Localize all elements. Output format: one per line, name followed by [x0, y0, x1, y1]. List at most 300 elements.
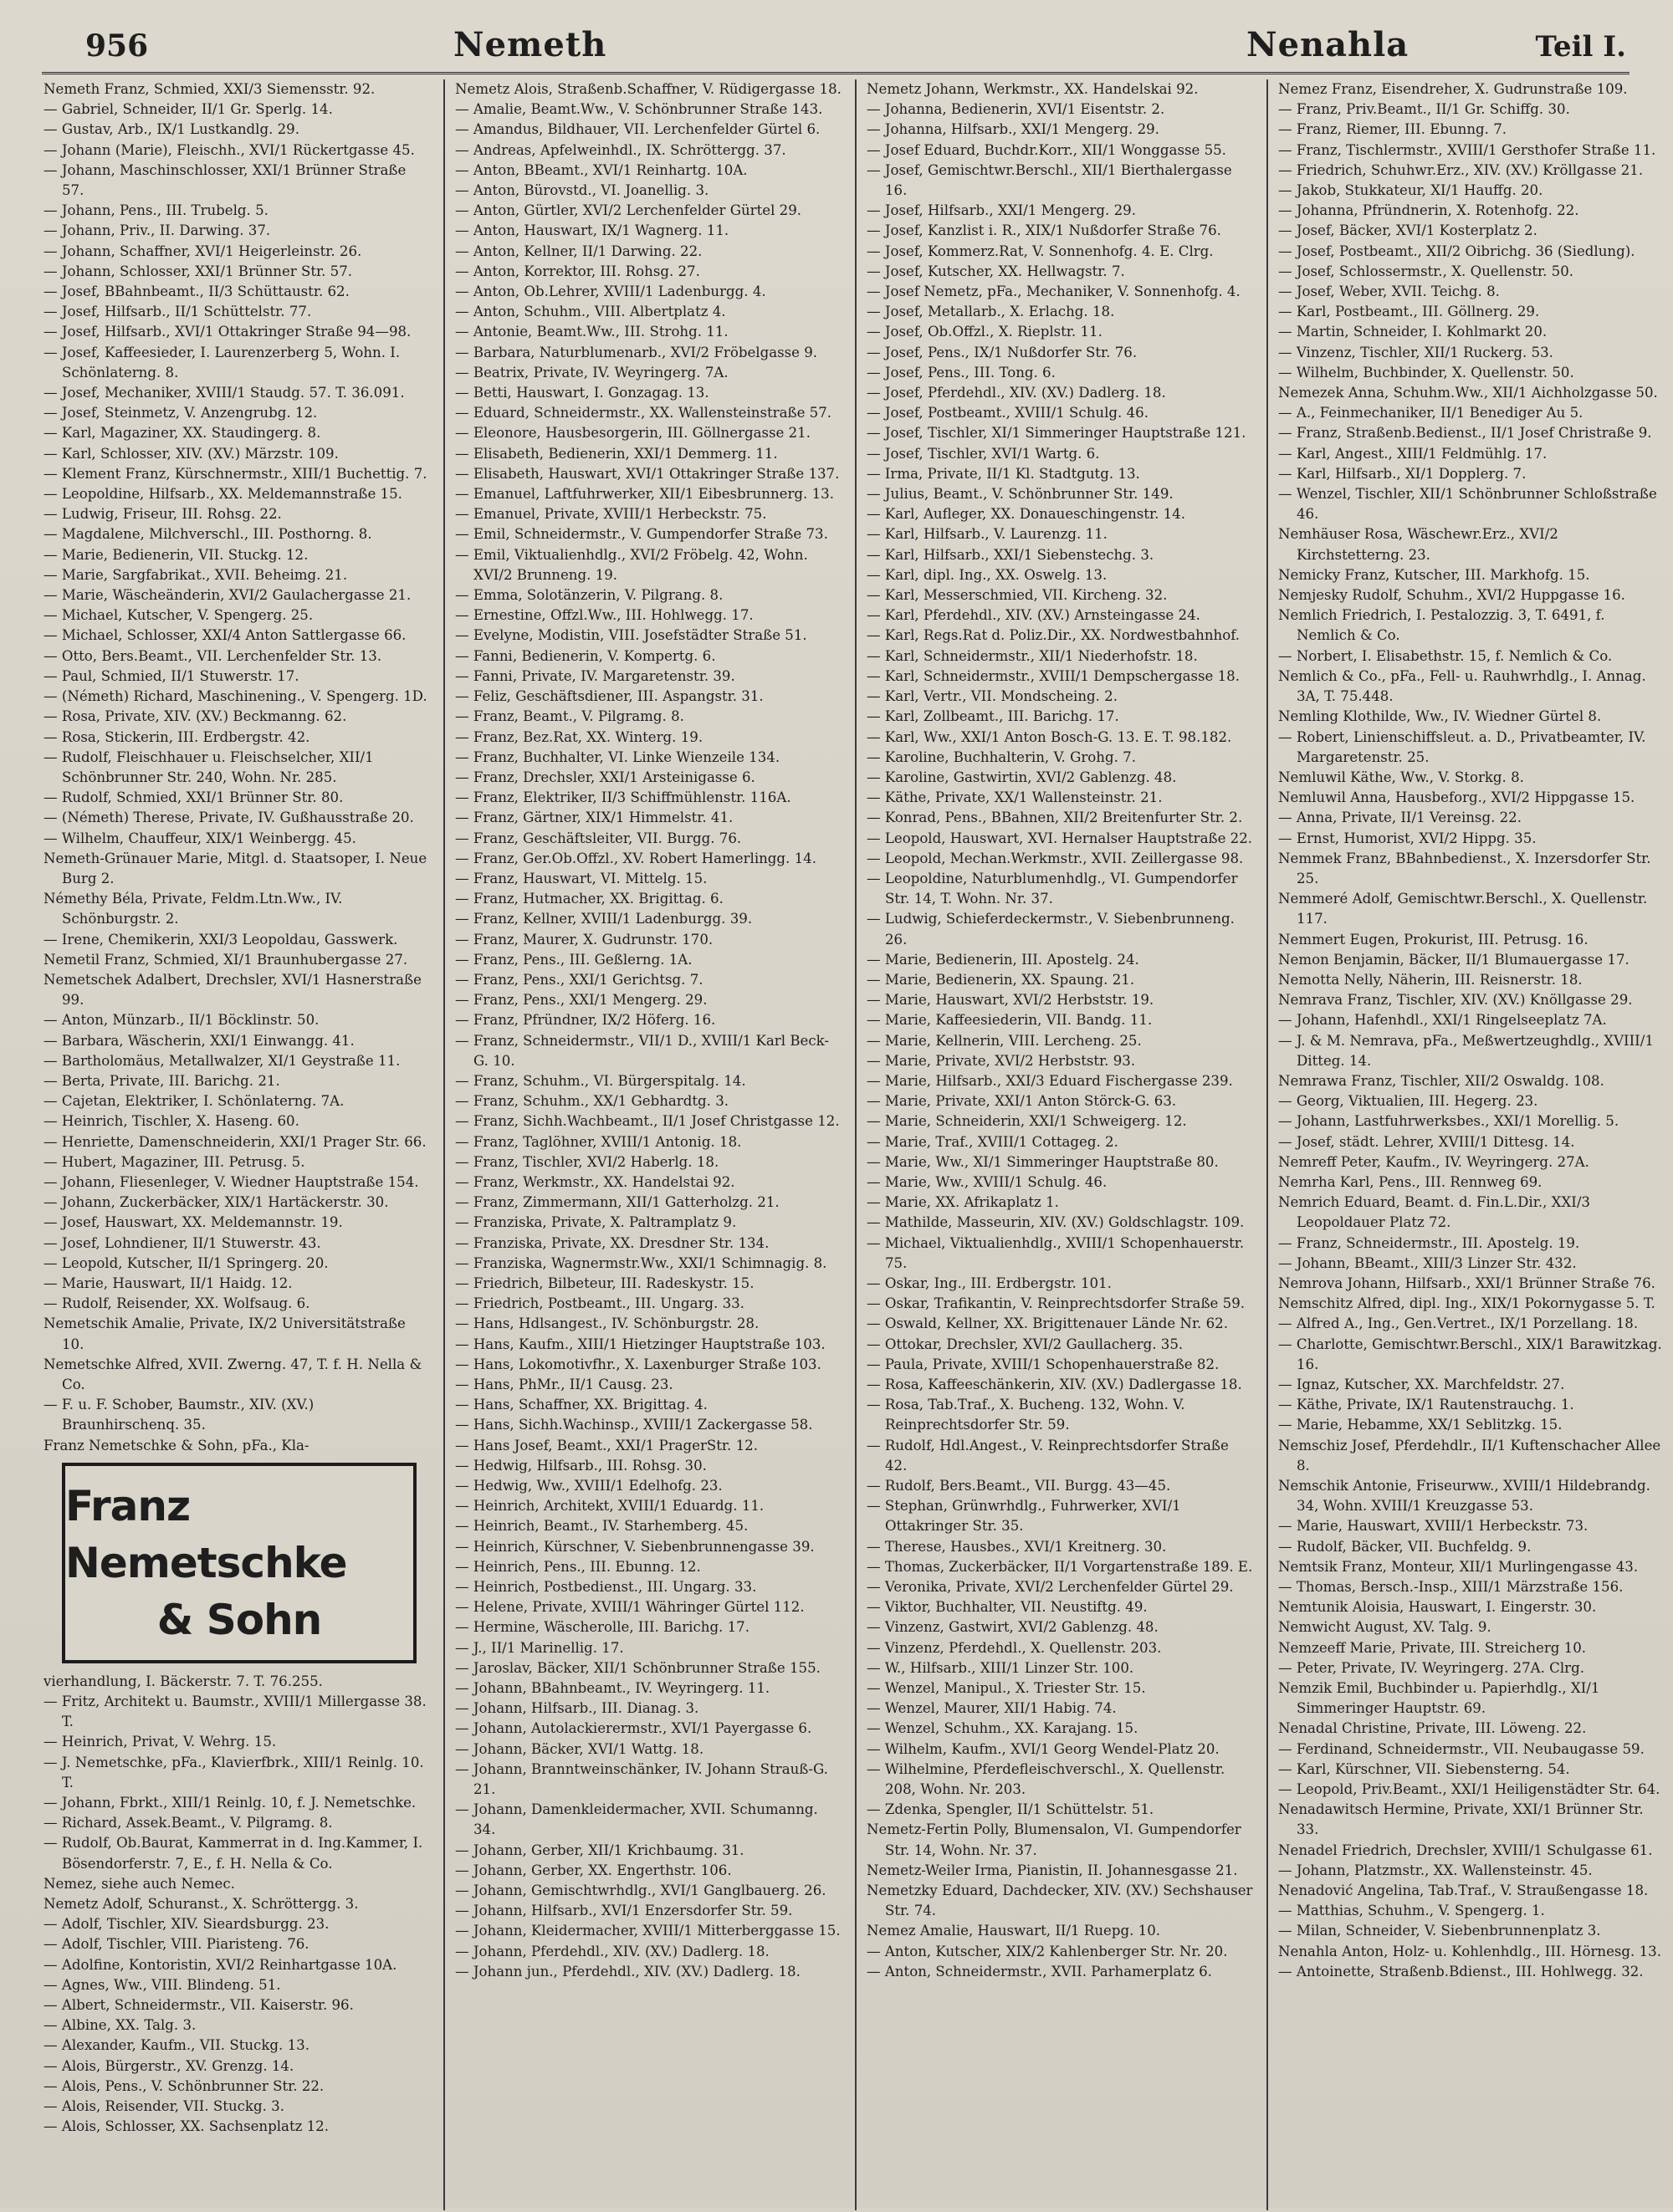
directory-entry: — Franz, Straßenb.Bedienst., II/1 Josef Christraße 9. [1278, 425, 1652, 442]
directory-entry: — Johann, Hilfsarb., III. Dianag. 3. [455, 1700, 699, 1717]
directory-entry: — Paula, Private, XVIII/1 Schopenhauerstraße 82. [867, 1356, 1220, 1372]
directory-entry: — Heinrich, Privat, V. Wehrg. 15. [43, 1734, 277, 1750]
directory-entry: — Johann, Pens., III. Trubelg. 5. [43, 202, 269, 219]
directory-entry: — Franz, Gärtner, XIX/1 Himmelstr. 41. [455, 810, 734, 826]
running-head-right: Nenahla [1246, 25, 1410, 64]
directory-entry: — Leopoldine, Naturblumenhdlg., VI. Gumpendorfer Str. 14, T. Wohn. Nr. 37. [867, 870, 1238, 907]
directory-entry: — Josef, Hilfsarb., XXI/1 Mengerg. 29. [867, 202, 1136, 219]
directory-entry: — Karl, Ww., XXI/1 Anton Bosch-G. 13. E. T. 98.182. [867, 728, 1232, 745]
directory-entry: — Karl, Kürschner, VII. Siebensterng. 54. [1278, 1760, 1570, 1777]
directory-entry: — Karl, Angest., XIII/1 Feldmühlg. 17. [1278, 445, 1548, 462]
directory-entry: — Johanna, Pfründnerin, X. Rotenhofg. 22. [1278, 202, 1579, 219]
directory-entry: Nemmert Eugen, Prokurist, III. Petrusg. 16. [1278, 931, 1589, 948]
directory-column-4 [1278, 79, 1665, 2210]
directory-entry: — Käthe, Private, XX/1 Wallensteinstr. 21. [867, 789, 1163, 806]
directory-entry: — Eduard, Schneidermstr., XX. Wallensteinstraße 57. [455, 405, 832, 421]
advertisement-box [62, 1463, 417, 1663]
directory-entry: — Johann, Lastfuhrwerksbes., XXI/1 Morellig. 5. [1278, 1113, 1619, 1130]
directory-entry: — Anton, Hauswart, IX/1 Wagnerg. 11. [455, 222, 729, 239]
directory-entry: — Adolf, Tischler, VIII. Piaristeng. 76. [43, 1936, 310, 1953]
directory-entry: — Josef, BBahnbeamt., II/3 Schüttaustr. 62. [43, 284, 350, 300]
directory-entry: — Josef, Kaffeesieder, I. Laurenzerberg 5, Wohn. I. Schönlaterng. 8. [43, 344, 401, 381]
directory-entry: — Friedrich, Bilbeteur, III. Radeskystr. 15. [455, 1275, 755, 1291]
directory-entry: — Fanni, Bedienerin, V. Kompertg. 6. [455, 647, 716, 664]
directory-entry: — Johann, Gerber, XII/1 Krichbaumg. 31. [455, 1842, 744, 1858]
directory-entry: — Anton, Korrektor, III. Rohsg. 27. [455, 263, 700, 279]
running-head-left: Nemeth [453, 25, 607, 64]
directory-entry: — Josef, Kanzlist i. R., XIX/1 Nußdorfer Straße 76. [867, 222, 1221, 239]
directory-entry: — Franz, Schuhm., VI. Bürgerspitalg. 14. [455, 1072, 746, 1089]
directory-entry: Nemetil Franz, Schmied, XI/1 Braunhubergasse 27. [43, 951, 408, 968]
directory-entry: — Emil, Schneidermstr., V. Gumpendorfer Straße 73. [455, 526, 828, 543]
directory-entry: — Josef, Pens., III. Tong. 6. [867, 364, 1056, 381]
directory-entry: — Ignaz, Kutscher, XX. Marchfeldstr. 27. [1278, 1377, 1565, 1392]
directory-entry: — Karl, Hilfsarb., XXI/1 Siebenstechg. 3. [867, 546, 1154, 563]
directory-entry: — Veronika, Private, XVI/2 Lerchenfelder Gürtel 29. [867, 1579, 1234, 1596]
directory-entry: — Johann, Gerber, XX. Engerthstr. 106. [455, 1862, 732, 1878]
directory-entry: — Jaroslav, Bäcker, XII/1 Schönbrunner Straße 155. [455, 1659, 821, 1676]
directory-entry: — Vinzenz, Gastwirt, XVI/2 Gablenzg. 48. [867, 1619, 1159, 1636]
directory-entry: — Gabriel, Schneider, II/1 Gr. Sperlg. 14. [43, 101, 333, 118]
directory-entry: — Johann, Platzmstr., XX. Wallensteinstr. 45. [1278, 1862, 1593, 1878]
directory-entry: — Karl, Schlosser, XIV. (XV.) Märzstr. 109. [43, 445, 339, 462]
directory-entry: — Josef, Weber, XVII. Teichg. 8. [1278, 284, 1500, 300]
directory-entry: — Feliz, Geschäftsdiener, III. Aspangstr. 31. [455, 688, 764, 705]
directory-entry: Nemzeeff Marie, Private, III. Streicherg 10. [1278, 1639, 1587, 1656]
directory-entry: — Franz, Pens., XXI/1 Mengerg. 29. [455, 992, 708, 1009]
directory-entry: — Thomas, Bersch.-Insp., XIII/1 Märzstraße 156. [1278, 1579, 1624, 1596]
directory-entry: — Hubert, Magaziner, III. Petrusg. 5. [43, 1153, 305, 1170]
directory-entry: — Heinrich, Architekt, XVIII/1 Eduardg. 11. [455, 1498, 765, 1515]
directory-entry: — Johann, Maschinschlosser, XXI/1 Brünner Straße 57. [43, 161, 407, 199]
directory-entry: — Franziska, Private, X. Paltramplatz 9. [455, 1214, 737, 1231]
directory-entry: — Josef, städt. Lehrer, XVIII/1 Dittesg. 14. [1278, 1133, 1575, 1150]
directory-entry: — Irene, Chemikerin, XXI/3 Leopoldau, Gasswerk. [43, 931, 398, 948]
directory-column-2 [455, 79, 842, 2210]
directory-entry: — Albert, Schneidermstr., VII. Kaiserstr. 96. [43, 1997, 354, 2014]
directory-entry: — Franz, Pens., III. Geßlerng. 1A. [455, 951, 693, 968]
directory-entry: — Wilhelm, Chauffeur, XIX/1 Weinbergg. 45. [43, 830, 356, 846]
directory-entry: — Viktor, Buchhalter, VII. Neustiftg. 49. [867, 1599, 1148, 1616]
directory-entry: — Rudolf, Bäcker, VII. Buchfeldg. 9. [1278, 1538, 1532, 1555]
directory-entry: — Vinzenz, Pferdehdl., X. Quellenstr. 203. [867, 1639, 1162, 1656]
directory-entry: — Franz, Hutmacher, XX. Brigittag. 6. [455, 891, 724, 907]
directory-entry: Nemez, siehe auch Nemec. [43, 1875, 235, 1892]
directory-entry: — Michael, Schlosser, XXI/4 Anton Sattlergasse 66. [43, 627, 407, 644]
directory-entry: — Rudolf, Schmied, XXI/1 Brünner Str. 80. [43, 789, 344, 806]
directory-entry: — Emma, Solotänzerin, V. Pilgrang. 8. [455, 587, 724, 604]
directory-entry: — Johann jun., Pferdehdl., XIV. (XV.) Dadlerg. 18. [455, 1963, 801, 1980]
advertisement-line1: Franz Nemetschke [65, 1481, 347, 1587]
directory-entry: — Ernestine, Offzl.Ww., III. Hohlwegg. 17. [455, 607, 754, 624]
directory-entry: — Marie, Bedienerin, VII. Stuckg. 12. [43, 546, 309, 563]
directory-entry: — Johann (Marie), Fleischh., XVI/1 Rückertgasse 45. [43, 141, 415, 158]
directory-entry: — Franz, Bez.Rat, XX. Winterg. 19. [455, 728, 703, 745]
directory-entry: — Josef Eduard, Buchdr.Korr., XII/1 Wonggasse 55. [867, 141, 1226, 158]
directory-entry: — Rudolf, Bers.Beamt., VII. Burgg. 43—45. [867, 1478, 1171, 1494]
directory-entry: — Josef, Bäcker, XVI/1 Kosterplatz 2. [1278, 222, 1537, 239]
directory-entry: — Anton, Kellner, II/1 Darwing. 22. [455, 243, 703, 259]
directory-entry: — Otto, Bers.Beamt., VII. Lerchenfelder Str. 13. [43, 647, 382, 664]
column-divider [443, 79, 445, 2210]
directory-entry: — Rosa, Tab.Traf., X. Bucheng. 132, Wohn. V. Reinprechtsdorfer Str. 59. [867, 1397, 1185, 1433]
directory-entry: — Paul, Schmied, II/1 Stuwerstr. 17. [43, 667, 299, 684]
directory-entry: — Michael, Kutscher, V. Spengerg. 25. [43, 607, 314, 624]
directory-entry: — Betti, Hauswart, I. Gonzagag. 13. [455, 385, 709, 401]
directory-entry: — Alois, Schlosser, XX. Sachsenplatz 12. [43, 2118, 330, 2135]
directory-entry: — Anton, Schneidermstr., XVII. Parhamerplatz 6. [867, 1963, 1212, 1980]
directory-entry: — Agnes, Ww., VIII. Blindeng. 51. [43, 1976, 281, 1993]
directory-entry: — Cajetan, Elektriker, I. Schönlaterng. 7A. [43, 1093, 345, 1110]
directory-entry: — Konrad, Pens., BBahnen, XII/2 Breitenfurter Str. 2. [867, 810, 1243, 826]
directory-entry: — Eleonore, Hausbesorgerin, III. Göllnergasse 21. [455, 425, 811, 442]
directory-entry: — Oskar, Ing., III. Erdbergstr. 101. [867, 1275, 1112, 1291]
directory-entry: — Marie, XX. Afrikaplatz 1. [867, 1194, 1059, 1211]
directory-entry: Nemrava Franz, Tischler, XIV. (XV.) Knöllgasse 29. [1278, 992, 1633, 1009]
directory-entry: — Hans, Hdlsangest., IV. Schönburgstr. 28. [455, 1315, 760, 1332]
part-label: Teil I. [1535, 30, 1626, 64]
directory-entry: — Johann, Schlosser, XXI/1 Brünner Str. 57. [43, 263, 353, 279]
directory-entry: — Johann, Priv., II. Darwing. 37. [43, 222, 271, 239]
directory-entry: — Rosa, Kaffeeschänkerin, XIV. (XV.) Dadlergasse 18. [867, 1377, 1242, 1392]
directory-entry: — Josef, Postbeamt., XII/2 Oibrichg. 36 (Siedlung). [1278, 243, 1635, 259]
directory-entry: — Anna, Private, II/1 Vereinsg. 22. [1278, 810, 1522, 826]
directory-entry: — (Németh) Richard, Maschinening., V. Spengerg. 1D. [43, 688, 427, 705]
directory-entry: — Karl, Aufleger, XX. Donaueschingenstr. 14. [867, 506, 1186, 523]
directory-entry: Némethy Béla, Private, Feldm.Ltn.Ww., IV. Schönburgstr. 2. [43, 891, 343, 927]
directory-entry: — Franz, Maurer, X. Gudrunstr. 170. [455, 931, 714, 948]
directory-entry: — Franz, Pens., XXI/1 Gerichtsg. 7. [455, 971, 703, 988]
directory-entry: — Hans, Schaffner, XX. Brigittag. 4. [455, 1397, 708, 1413]
directory-entry: Nemtsik Franz, Monteur, XII/1 Murlingengasse 43. [1278, 1558, 1639, 1575]
directory-entry: Nemeth Franz, Schmied, XXI/3 Siemensstr. 92. [43, 81, 376, 97]
directory-entry: Nemschiz Josef, Pferdehdlr., II/1 Kuftenschacher Allee 8. [1278, 1437, 1661, 1474]
directory-entry: — Norbert, I. Elisabethstr. 15, f. Nemlich & Co. [1278, 647, 1613, 664]
directory-entry: — Amalie, Beamt.Ww., V. Schönbrunner Straße 143. [455, 101, 823, 118]
directory-entry: — Leopold, Mechan.Werkmstr., XVII. Zeillergasse 98. [867, 850, 1244, 866]
directory-entry: — Leopold, Hauswart, XVI. Hernalser Hauptstraße 22. [867, 830, 1253, 846]
directory-entry: — Alexander, Kaufm., VII. Stuckg. 13. [43, 2037, 310, 2054]
directory-entry: — J. Nemetschke, pFa., Klavierfbrk., XIII/1 Reinlg. 10. T. [43, 1754, 424, 1791]
directory-entry: — Franz, Buchhalter, VI. Linke Wienzeile 134. [455, 748, 780, 765]
directory-entry: Nemetz-Fertin Polly, Blumensalon, VI. Gumpendorfer Str. 14, Wohn. Nr. 37. [867, 1821, 1241, 1858]
directory-entry: — Heinrich, Tischler, X. Haseng. 60. [43, 1113, 299, 1130]
directory-entry: — Emanuel, Private, XVIII/1 Herbeckstr. 75. [455, 506, 767, 523]
directory-entry: — Leopold, Kutscher, II/1 Springerg. 20. [43, 1254, 329, 1271]
directory-entry: — Alfred A., Ing., Gen.Vertret., IX/1 Porzellang. 18. [1278, 1315, 1639, 1332]
directory-entry: — Marie, Sargfabrikat., XVII. Beheimg. 21. [43, 566, 348, 583]
directory-entry: — Alois, Pens., V. Schönbrunner Str. 22. [43, 2077, 325, 2094]
directory-entry: — Johann, Autolackierermstr., XVI/1 Payergasse 6. [455, 1720, 812, 1737]
directory-entry: — Johanna, Hilfsarb., XXI/1 Mengerg. 29. [867, 121, 1159, 138]
directory-entry: — Marie, Private, XXI/1 Anton Störck-G. 63. [867, 1093, 1177, 1110]
directory-entry: — Marie, Bedienerin, XX. Spaung. 21. [867, 971, 1135, 988]
directory-column-3 [867, 79, 1253, 2210]
directory-entry: Nemetschke Alfred, XVII. Zwerng. 47, T. f. H. Nella & Co. [43, 1356, 422, 1392]
directory-entry: — Heinrich, Beamt., IV. Starhemberg. 45. [455, 1518, 749, 1535]
directory-entry: — Karl, Vertr., VII. Mondscheing. 2. [867, 688, 1118, 705]
directory-entry: Nemetz Johann, Werkmstr., XX. Handelskai 92. [867, 81, 1199, 97]
directory-entry: — Magdalene, Milchverschl., III. Posthorng. 8. [43, 526, 372, 543]
directory-entry: — Evelyne, Modistin, VIII. Josefstädter Straße 51. [455, 627, 807, 644]
directory-entry: vierhandlung, I. Bäckerstr. 7. T. 76.255. [43, 1673, 323, 1689]
directory-entry: — Rudolf, Fleischhauer u. Fleischselcher, XII/1 Schönbrunner Str. 240, Wohn. Nr. 285. [43, 748, 374, 785]
directory-entry: — Josef Nemetz, pFa., Mechaniker, V. Sonnenhofg. 4. [867, 284, 1241, 300]
directory-entry: — Henriette, Damenschneiderin, XXI/1 Prager Str. 66. [43, 1133, 427, 1150]
directory-entry: — Marie, Private, XVI/2 Herbststr. 93. [867, 1052, 1136, 1069]
directory-entry: Nemon Benjamin, Bäcker, II/1 Blumauergasse 17. [1278, 951, 1630, 968]
directory-entry: — Anton, Bürovstd., VI. Joanellig. 3. [455, 182, 709, 199]
column-divider [1266, 79, 1268, 2210]
directory-entry: Nemling Klothilde, Ww., IV. Wiedner Gürtel 8. [1278, 708, 1602, 725]
directory-entry: — Josef, Metallarb., X. Erlachg. 18. [867, 304, 1115, 320]
directory-entry: — Josef, Pferdehdl., XIV. (XV.) Dadlerg. 18. [867, 385, 1166, 401]
advertisement-line2: & Sohn [156, 1595, 322, 1644]
directory-entry: — Karl, dipl. Ing., XX. Oswelg. 13. [867, 566, 1108, 583]
directory-entry: Nemjesky Rudolf, Schuhm., XVI/2 Huppgasse 16. [1278, 587, 1625, 604]
directory-entry: — Franz, Tischlermstr., XVIII/1 Gersthofer Straße 11. [1278, 141, 1656, 158]
directory-entry: — Josef, Pens., IX/1 Nußdorfer Str. 76. [867, 344, 1138, 360]
directory-entry: — Richard, Assek.Beamt., V. Pilgramg. 8. [43, 1815, 333, 1831]
directory-entry: — Karl, Postbeamt., III. Göllnerg. 29. [1278, 304, 1540, 320]
directory-entry: — Käthe, Private, IX/1 Rautenstrauchg. 1. [1278, 1397, 1574, 1413]
directory-entry: — Hedwig, Hilfsarb., III. Rohsg. 30. [455, 1457, 707, 1474]
directory-entry: — Rosa, Private, XIV. (XV.) Beckmanng. 62. [43, 708, 347, 725]
directory-entry: — Johann, Schaffner, XVI/1 Heigerleinstr. 26. [43, 243, 362, 259]
directory-entry: — Fritz, Architekt u. Baumstr., XVIII/1 Millergasse 38. T. [43, 1693, 427, 1730]
directory-entry: Nemrova Johann, Hilfsarb., XXI/1 Brünner Straße 76. [1278, 1275, 1655, 1291]
directory-entry: — Franz, Schuhm., XX/1 Gebhardtg. 3. [455, 1093, 729, 1110]
directory-entry: — Josef, Kommerz.Rat, V. Sonnenhofg. 4. E. Clrg. [867, 243, 1214, 259]
directory-entry: — Franz, Schneidermstr., VII/1 D., XVIII/1 Karl Beck-G. 10. [455, 1032, 829, 1069]
column-divider [855, 79, 857, 2210]
directory-entry: Franz Nemetschke & Sohn, pFa., Kla- [43, 1437, 310, 1453]
directory-entry: Nemetschek Adalbert, Drechsler, XVI/1 Hasnerstraße 99. [43, 971, 422, 1009]
directory-entry: — Oskar, Trafikantin, V. Reinprechtsdorfer Straße 59. [867, 1295, 1246, 1312]
directory-entry: — Heinrich, Kürschner, V. Siebenbrunnengasse 39. [455, 1538, 815, 1555]
directory-entry: Nemlich & Co., pFa., Fell- u. Rauhwrhdlg., I. Annag. 3A, T. 75.448. [1278, 667, 1646, 705]
directory-entry: — Gustav, Arb., IX/1 Lustkandlg. 29. [43, 121, 300, 138]
directory-entry: — Marie, Hauswart, XVIII/1 Herbeckstr. 73. [1278, 1518, 1589, 1535]
directory-entry: — Hermine, Wäscherolle, III. Barichg. 17. [455, 1619, 750, 1636]
directory-entry: — Irma, Private, II/1 Kl. Stadtgutg. 13. [867, 465, 1140, 482]
directory-entry: — Ludwig, Friseur, III. Rohsg. 22. [43, 506, 282, 523]
directory-entry: — Franz, Pfründner, IX/2 Höferg. 16. [455, 1012, 716, 1029]
directory-entry: — Karoline, Gastwirtin, XVI/2 Gablenzg. 48. [867, 769, 1177, 785]
directory-entry: — Marie, Hebamme, XX/1 Seblitzkg. 15. [1278, 1417, 1563, 1433]
directory-entry: — Hans, Kaufm., XIII/1 Hietzinger Hauptstraße 103. [455, 1336, 826, 1352]
directory-entry: — Adolf, Tischler, XIV. Sieardsburgg. 23. [43, 1916, 330, 1933]
page-header [42, 23, 1630, 74]
directory-entry: — Marie, Hilfsarb., XXI/3 Eduard Fischergasse 239. [867, 1072, 1233, 1089]
directory-entry: — Marie, Ww., XVIII/1 Schulg. 46. [867, 1173, 1108, 1190]
directory-entry: — Johann, Kleidermacher, XVIII/1 Mitterberggasse 15. [455, 1923, 841, 1939]
directory-entry: — Thomas, Zuckerbäcker, II/1 Vorgartenstraße 189. E. [867, 1558, 1253, 1575]
directory-entry: — Johann, Bäcker, XVI/1 Wattg. 18. [455, 1740, 704, 1757]
directory-entry: — Barbara, Wäscherin, XXI/1 Einwangg. 41. [43, 1032, 355, 1049]
directory-entry: Nemrich Eduard, Beamt. d. Fin.L.Dir., XXI/3 Leopoldauer Platz 72. [1278, 1194, 1590, 1231]
directory-entry: — Karl, Schneidermstr., XII/1 Niederhofstr. 18. [867, 647, 1198, 664]
directory-entry: — Vinzenz, Tischler, XII/1 Ruckerg. 53. [1278, 344, 1553, 360]
directory-entry: — Karl, Hilfsarb., V. Laurenzg. 11. [867, 526, 1108, 543]
directory-entry: — Marie, Wäscheänderin, XVI/2 Gaulachergasse 21. [43, 587, 412, 604]
directory-entry: — Franz, Tischler, XVI/2 Haberlg. 18. [455, 1153, 719, 1170]
directory-entry: — Franz, Geschäftsleiter, VII. Burgg. 76. [455, 830, 742, 846]
directory-columns [42, 79, 1662, 2212]
directory-entry: — Stephan, Grünwrhdlg., Fuhrwerker, XVI/1 Ottakringer Str. 35. [867, 1498, 1181, 1535]
directory-entry: Nemschik Antonie, Friseurww., XVIII/1 Hildebrandg. 34, Wohn. XVIII/1 Kreuzgasse 53. [1278, 1478, 1650, 1515]
directory-entry: — Johanna, Bedienerin, XVI/1 Eisentstr. 2. [867, 101, 1165, 118]
directory-entry: — Alois, Reisender, VII. Stuckg. 3. [43, 2098, 284, 2115]
directory-entry: Nemez Amalie, Hauswart, II/1 Ruepg. 10. [867, 1923, 1161, 1939]
directory-entry: — Bartholomäus, Metallwalzer, XI/1 Geystraße 11. [43, 1052, 401, 1069]
directory-entry: Nenadel Friedrich, Drechsler, XVIII/1 Schulgasse 61. [1278, 1842, 1653, 1858]
directory-entry: Nemotta Nelly, Näherin, III. Reisnerstr. 18. [1278, 971, 1583, 988]
directory-entry: Nemzik Emil, Buchbinder u. Papierhdlg., XI/1 Simmeringer Hauptstr. 69. [1278, 1680, 1600, 1717]
directory-entry: — Antonie, Beamt.Ww., III. Strohg. 11. [455, 324, 729, 340]
directory-entry: — J., II/1 Marinellig. 17. [455, 1639, 624, 1656]
directory-entry: — Anton, Schuhm., VIII. Albertplatz 4. [455, 304, 726, 320]
directory-entry: — F. u. F. Schober, Baumstr., XIV. (XV.) Braunhirschenq. 35. [43, 1397, 315, 1433]
directory-entry: — Marie, Traf., XVIII/1 Cottageg. 2. [867, 1133, 1118, 1150]
directory-entry: Nemez Franz, Eisendreher, X. Gudrunstraße 109. [1278, 81, 1628, 97]
directory-entry: — Mathilde, Masseurin, XIV. (XV.) Goldschlagstr. 109. [867, 1214, 1245, 1231]
directory-entry: — Wilhelm, Buchbinder, X. Quellenstr. 50. [1278, 364, 1574, 381]
directory-entry: — Franz, Sichh.Wachbeamt., II/1 Josef Christgasse 12. [455, 1113, 840, 1130]
directory-entry: Nemetzky Eduard, Dachdecker, XIV. (XV.) Sechshauser Str. 74. [867, 1882, 1253, 1919]
directory-entry: — Martin, Schneider, I. Kohlmarkt 20. [1278, 324, 1548, 340]
directory-entry: — Josef, Tischler, XI/1 Simmeringer Hauptstraße 121. [867, 425, 1246, 442]
directory-entry: — A., Feinmechaniker, II/1 Benediger Au 5. [1278, 405, 1583, 421]
directory-entry: Nemetz Adolf, Schuranst., X. Schröttergg. 3. [43, 1896, 359, 1913]
directory-entry: Nenadawitsch Hermine, Private, XXI/1 Brünner Str. 33. [1278, 1801, 1644, 1838]
directory-entry: — Hans, Sichh.Wachinsp., XVIII/1 Zackergasse 58. [455, 1417, 813, 1433]
directory-entry: Nemmeré Adolf, Gemischtwr.Berschl., X. Quellenstr. 117. [1278, 891, 1648, 927]
directory-entry: — Adolfine, Kontoristin, XVI/2 Reinhartgasse 10A. [43, 1956, 397, 1973]
directory-entry: — Franz, Zimmermann, XII/1 Gatterholzg. 21. [455, 1194, 780, 1211]
directory-entry: Nemrawa Franz, Tischler, XII/2 Oswaldg. 108. [1278, 1072, 1604, 1089]
directory-entry: — Leopoldine, Hilfsarb., XX. Meldemannstraße 15. [43, 486, 402, 503]
directory-entry: Nemetschik Amalie, Private, IX/2 Universitätstraße 10. [43, 1315, 406, 1352]
directory-entry: — Emanuel, Laftfuhrwerker, XII/1 Eibesbrunnerg. 13. [455, 486, 834, 503]
directory-entry: Nemtunik Aloisia, Hauswart, I. Eingerstr. 30. [1278, 1599, 1597, 1616]
directory-entry: — J. & M. Nemrava, pFa., Meßwertzeughdlg., XVIII/1 Ditteg. 14. [1278, 1032, 1654, 1069]
directory-entry: — Franz, Ger.Ob.Offzl., XV. Robert Hamerlingg. 14. [455, 850, 816, 866]
directory-entry: — Matthias, Schuhm., V. Spengerg. 1. [1278, 1903, 1545, 1919]
directory-entry: — Ludwig, Schieferdeckermstr., V. Siebenbrunneng. 26. [867, 911, 1235, 948]
directory-entry: — Marie, Bedienerin, III. Apostelg. 24. [867, 951, 1139, 968]
directory-entry: — Marie, Hauswart, II/1 Haidg. 12. [43, 1275, 293, 1291]
directory-entry: — Charlotte, Gemischtwr.Berschl., XIX/1 Barawitzkag. 16. [1278, 1336, 1662, 1372]
directory-entry: — Franz, Beamt., V. Pilgramg. 8. [455, 708, 684, 725]
directory-entry: — Josef, Lohndiener, II/1 Stuwerstr. 43. [43, 1234, 321, 1251]
directory-entry: — Franz, Priv.Beamt., II/1 Gr. Schiffg. 30. [1278, 101, 1570, 118]
directory-entry: — Johann, Zuckerbäcker, XIX/1 Hartäckerstr. 30. [43, 1194, 389, 1211]
directory-entry: — Johann, Hafenhdl., XXI/1 Ringelseeplatz 7A. [1278, 1012, 1607, 1029]
directory-entry: — Marie, Kaffeesiederin, VII. Bandg. 11. [867, 1012, 1153, 1029]
directory-entry: — Anton, Ob.Lehrer, XVIII/1 Ladenburgg. 4. [455, 284, 766, 300]
directory-entry: — Wilhelmine, Pferdefleischverschl., X. Quellenstr. 208, Wohn. Nr. 203. [867, 1760, 1225, 1798]
directory-entry: — Josef, Tischler, XVI/1 Wartg. 6. [867, 445, 1100, 462]
directory-entry: — Elisabeth, Hauswart, XVI/1 Ottakringer Straße 137. [455, 465, 840, 482]
directory-column-1 [43, 79, 430, 2210]
directory-entry: — Karl, Regs.Rat d. Poliz.Dir., XX. Nordwestbahnhof. [867, 627, 1241, 644]
directory-entry: — Franziska, Private, XX. Dresdner Str. 134. [455, 1234, 770, 1251]
directory-entry: — Franz, Hauswart, VI. Mittelg. 15. [455, 870, 708, 886]
directory-entry: — Antoinette, Straßenb.Bdienst., III. Hohlwegg. 32. [1278, 1963, 1644, 1980]
directory-entry: — Karl, Zollbeamt., III. Barichg. 17. [867, 708, 1119, 725]
directory-entry: — Karl, Schneidermstr., XVIII/1 Dempschergasse 18. [867, 667, 1240, 684]
directory-entry: — Milan, Schneider, V. Siebenbrunnenplatz 3. [1278, 1923, 1601, 1939]
directory-entry: — Zdenka, Spengler, II/1 Schüttelstr. 51. [867, 1801, 1154, 1818]
directory-entry: — Wilhelm, Kaufm., XVI/1 Georg Wendel-Platz 20. [867, 1740, 1220, 1757]
directory-entry: — Anton, Gürtler, XVI/2 Lerchenfelder Gürtel 29. [455, 202, 802, 219]
directory-entry: — Alois, Bürgerstr., XV. Grenzg. 14. [43, 2057, 294, 2074]
directory-entry: — Marie, Ww., XI/1 Simmeringer Hauptstraße 80. [867, 1153, 1219, 1170]
directory-entry: — Karl, Messerschmied, VII. Kircheng. 32. [867, 587, 1168, 604]
directory-entry: — Karoline, Buchhalterin, V. Grohg. 7. [867, 748, 1136, 765]
directory-entry: — Josef, Ob.Offzl., X. Rieplstr. 11. [867, 324, 1103, 340]
directory-entry: — Franz, Riemer, III. Ebunng. 7. [1278, 121, 1507, 138]
directory-entry: — Hedwig, Ww., XVIII/1 Edelhofg. 23. [455, 1478, 723, 1494]
directory-entry: — Johann, BBeamt., XIII/3 Linzer Str. 432. [1278, 1254, 1577, 1271]
directory-entry: — Josef, Steinmetz, V. Anzengrubg. 12. [43, 405, 318, 421]
directory-entry: — Johann, Fliesenleger, V. Wiedner Hauptstraße 154. [43, 1173, 419, 1190]
directory-entry: Nemetz-Weiler Irma, Pianistin, II. Johannesgasse 21. [867, 1862, 1238, 1878]
directory-entry: — Marie, Schneiderin, XXI/1 Schweigerg. 12. [867, 1113, 1187, 1130]
directory-entry: — Beatrix, Private, IV. Weyringerg. 7A. [455, 364, 729, 381]
directory-entry: — Johann, Hilfsarb., XVI/1 Enzersdorfer Str. 59. [455, 1903, 793, 1919]
directory-entry: Nenahla Anton, Holz- u. Kohlenhdlg., III. Hörnesg. 13. [1278, 1943, 1661, 1959]
directory-entry: Nemezek Anna, Schuhm.Ww., XII/1 Aichholzgasse 50. [1278, 385, 1658, 401]
directory-entry: Nemmek Franz, BBahnbedienst., X. Inzersdorfer Str. 25. [1278, 850, 1651, 886]
directory-entry: — Marie, Hauswart, XVI/2 Herbststr. 19. [867, 992, 1154, 1009]
directory-entry: — Josef, Hilfsarb., II/1 Schüttelstr. 77. [43, 304, 312, 320]
directory-entry: — Johann, Branntweinschänker, IV. Johann Strauß-G. 21. [455, 1760, 828, 1798]
directory-entry: — Anton, Münzarb., II/1 Böcklinstr. 50. [43, 1012, 320, 1029]
directory-entry: — Berta, Private, III. Barichg. 21. [43, 1072, 280, 1089]
directory-entry: — Barbara, Naturblumenarb., XVI/2 Fröbelgasse 9. [455, 344, 818, 360]
directory-entry: — Georg, Viktualien, III. Hegerg. 23. [1278, 1093, 1538, 1110]
directory-entry: Nemeth-Grünauer Marie, Mitgl. d. Staatsoper, I. Neue Burg 2. [43, 850, 427, 886]
directory-entry: — Anton, BBeamt., XVI/1 Reinhartg. 10A. [455, 161, 748, 178]
page-number: 956 [85, 28, 149, 64]
directory-entry: — Wenzel, Tischler, XII/1 Schönbrunner Schloßstraße 46. [1278, 486, 1657, 523]
directory-entry: — Fanni, Private, IV. Margaretenstr. 39. [455, 667, 735, 684]
directory-entry: — Wenzel, Schuhm., XX. Karajang. 15. [867, 1720, 1138, 1737]
directory-entry: — Andreas, Apfelweinhdl., IX. Schröttergg. 37. [455, 141, 786, 158]
directory-entry: — Hans Josef, Beamt., XXI/1 PragerStr. 12. [455, 1437, 758, 1453]
directory-entry: — Emil, Viktualienhdlg., XVI/2 Fröbelg. 42, Wohn. XVI/2 Brunneng. 19. [455, 546, 808, 583]
directory-entry: — Hans, PhMr., II/1 Causg. 23. [455, 1377, 673, 1392]
directory-entry: — Ernst, Humorist, XVI/2 Hippg. 35. [1278, 830, 1537, 846]
directory-entry: — Karl, Pferdehdl., XIV. (XV.) Arnsteingasse 24. [867, 607, 1200, 624]
directory-entry: — Heinrich, Postbedienst., III. Ungarg. 33. [455, 1579, 757, 1596]
directory-entry: — Albine, XX. Talg. 3. [43, 2017, 197, 2034]
directory-entry: — Rosa, Stickerin, III. Erdbergstr. 42. [43, 728, 310, 745]
directory-entry: — Josef, Gemischtwr.Berschl., XII/1 Bierthalergasse 16. [867, 161, 1232, 199]
directory-entry: — Ottokar, Drechsler, XVI/2 Gaullacherg. 35. [867, 1336, 1184, 1352]
directory-entry: — Franz, Schneidermstr., III. Apostelg. 19. [1278, 1234, 1580, 1251]
directory-entry: — Franziska, Wagnermstr.Ww., XXI/1 Schimnagig. 8. [455, 1254, 827, 1271]
directory-entry: Nemreff Peter, Kaufm., IV. Weyringerg. 27A. [1278, 1153, 1589, 1170]
directory-entry: — Julius, Beamt., V. Schönbrunner Str. 149. [867, 486, 1174, 503]
directory-entry: — Wenzel, Manipul., X. Triester Str. 15. [867, 1680, 1146, 1697]
directory-entry: — Rudolf, Hdl.Angest., V. Reinprechtsdorfer Straße 42. [867, 1437, 1229, 1474]
directory-entry: — Elisabeth, Bedienerin, XXI/1 Demmerg. 11. [455, 445, 778, 462]
directory-entry: Nemetz Alois, Straßenb.Schaffner, V. Rüdigergasse 18. [455, 81, 842, 97]
directory-entry: — Johann, BBahnbeamt., IV. Weyringerg. 11. [455, 1680, 770, 1697]
